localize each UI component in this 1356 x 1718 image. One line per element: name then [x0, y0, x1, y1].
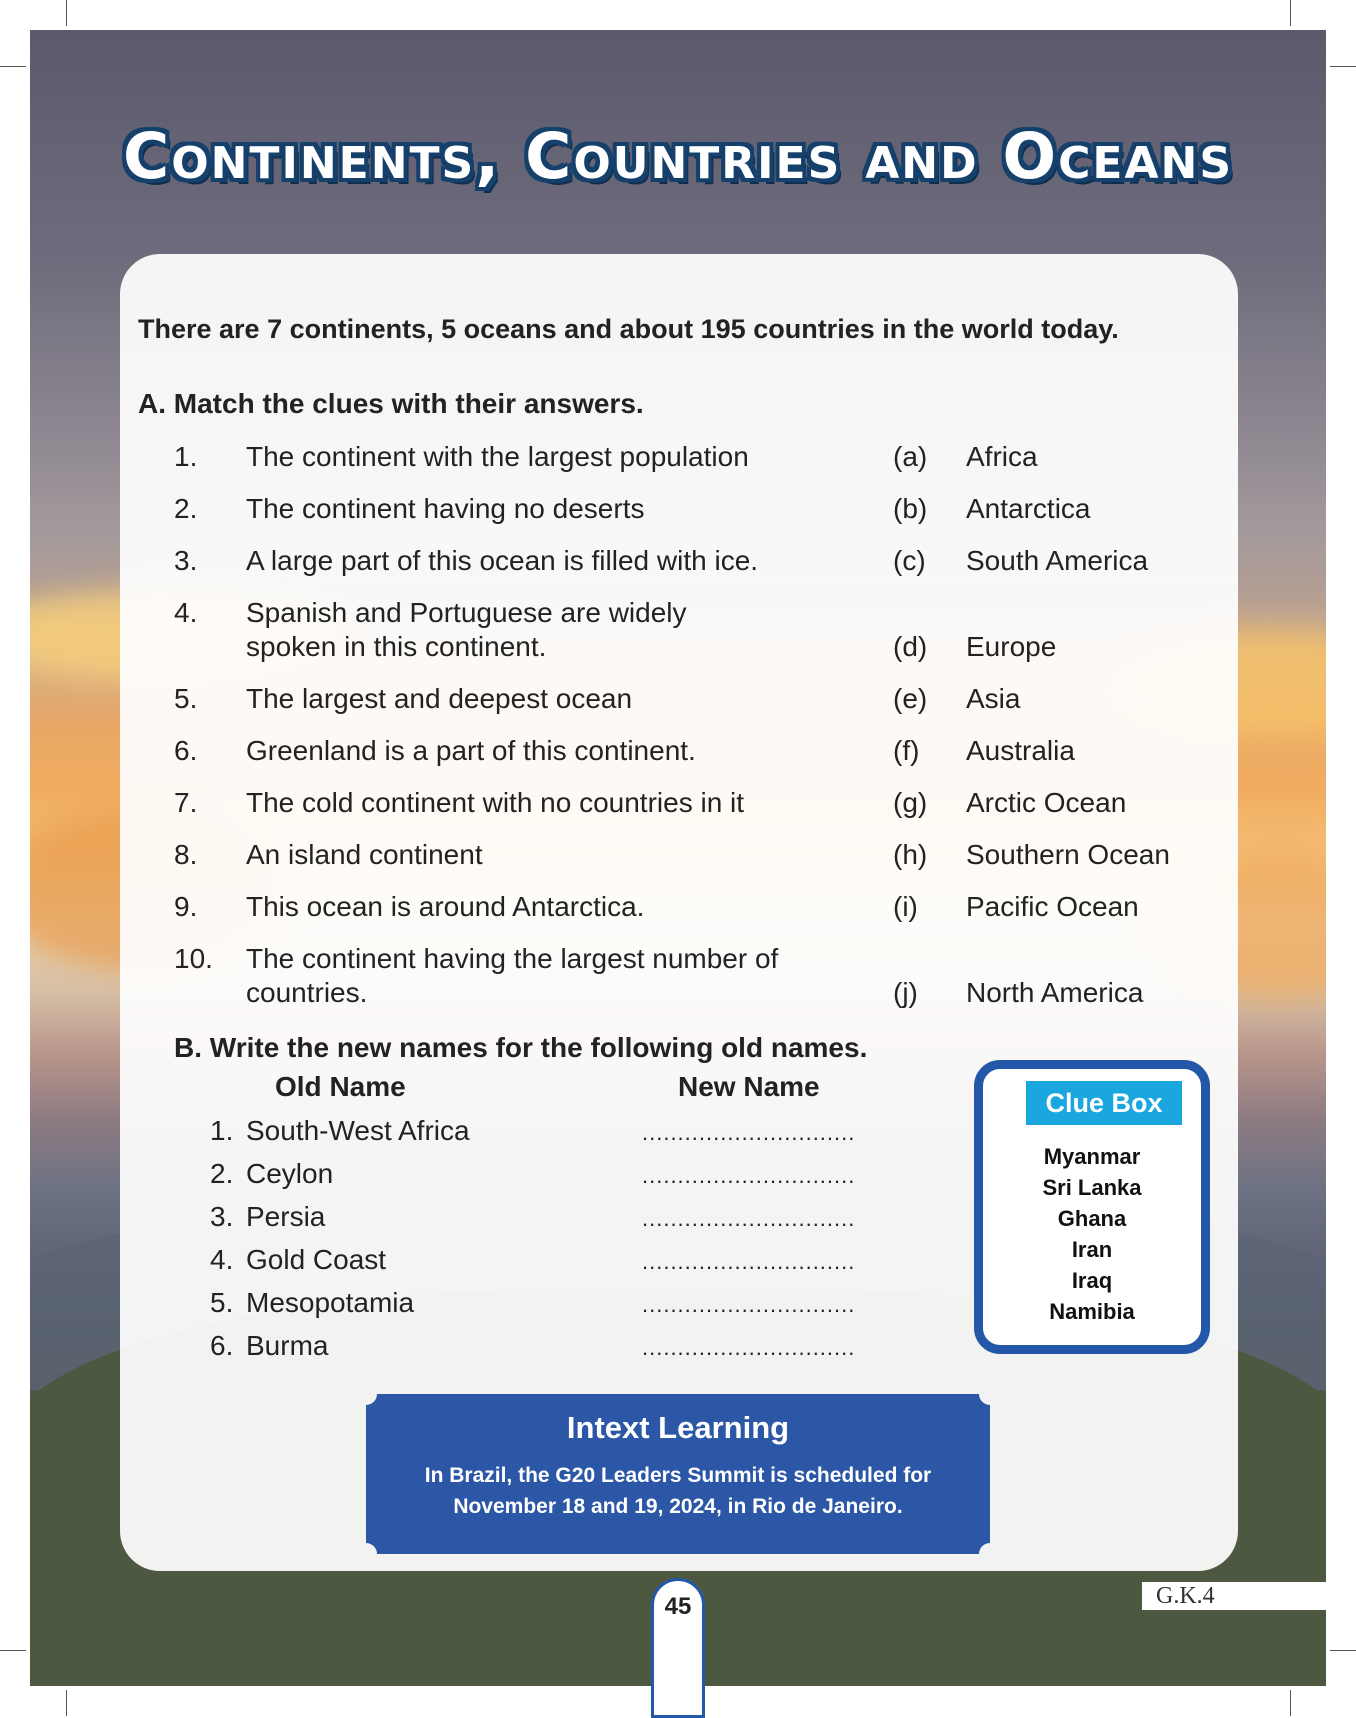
old-name-number: 2. [210, 1158, 234, 1189]
clue-box [974, 1060, 1210, 1354]
clue-text-continued: countries. [246, 977, 368, 1008]
clue-text: A large part of this ocean is filled with ice. [246, 545, 759, 576]
new-name-blank: .............................. [642, 1163, 856, 1188]
new-name-header: New Name [678, 1071, 820, 1102]
new-name-blank: .............................. [642, 1292, 856, 1317]
answer-text: Africa [966, 441, 1038, 472]
clue-box-title: Clue Box [1026, 1081, 1182, 1125]
answer-letter: (b) [893, 493, 928, 524]
clue-text: Greenland is a part of this continent. [246, 735, 696, 766]
clue-number: 8. [174, 839, 198, 870]
clue-text: The largest and deepest ocean [246, 683, 633, 714]
crop-mark [66, 1690, 67, 1716]
new-name-blank: .............................. [642, 1120, 856, 1145]
old-name-number: 1. [210, 1115, 234, 1146]
clue-text: The continent with the largest population [246, 441, 749, 472]
old-name: South-West Africa [246, 1115, 470, 1146]
new-name-blank: .............................. [642, 1335, 856, 1360]
answer-text: Antarctica [966, 493, 1091, 524]
section-a-heading: A. Match the clues with their answers. [138, 388, 644, 419]
old-name-header: Old Name [275, 1071, 406, 1102]
clue-text: This ocean is around Antarctica. [246, 891, 645, 922]
intext-learning-box [366, 1394, 990, 1554]
answer-text: Asia [966, 683, 1021, 714]
clue-number: 5. [174, 683, 198, 714]
clue-number: 9. [174, 891, 198, 922]
new-name-blank: .............................. [642, 1249, 856, 1274]
clue-text: The continent having the largest number of [246, 943, 779, 974]
crop-mark [1330, 1650, 1356, 1651]
clue-text: The continent having no deserts [246, 493, 645, 524]
answer-letter: (d) [893, 631, 928, 662]
intext-line: November 18 and 19, 2024, in Rio de Janeiro. [453, 1495, 903, 1518]
crop-mark [66, 0, 67, 26]
clue-number: 6. [174, 735, 198, 766]
answer-text: South America [966, 545, 1149, 576]
section-b-heading: B. Write the new names for the following old names. [174, 1032, 868, 1063]
old-name: Ceylon [246, 1158, 334, 1189]
old-name-number: 4. [210, 1244, 234, 1275]
crop-mark [0, 66, 26, 67]
clue-item: Sri Lanka [1042, 1175, 1142, 1200]
answer-letter: (h) [893, 839, 928, 870]
clue-number: 2. [174, 493, 198, 524]
clue-text: An island continent [246, 839, 483, 870]
clue-item: Namibia [1049, 1299, 1135, 1324]
answer-letter: (j) [893, 977, 918, 1008]
crop-mark [1290, 1690, 1291, 1716]
clue-item: Myanmar [1043, 1144, 1141, 1169]
old-name-number: 3. [210, 1201, 234, 1232]
clue-text: The cold continent with no countries in it [246, 787, 745, 818]
clue-text-continued: spoken in this continent. [246, 631, 547, 662]
clue-number: 4. [174, 597, 198, 628]
clue-number: 10. [174, 943, 213, 974]
answer-text: Southern Ocean [966, 839, 1170, 870]
answer-letter: (c) [893, 545, 926, 576]
crop-mark [1290, 0, 1291, 26]
old-name-number: 6. [210, 1330, 234, 1361]
old-name: Gold Coast [246, 1244, 387, 1275]
old-name: Mesopotamia [246, 1287, 415, 1318]
answer-letter: (f) [893, 735, 920, 766]
answer-text: Europe [966, 631, 1057, 662]
answer-text: Australia [966, 735, 1075, 766]
book-code: G.K.4 [1142, 1582, 1326, 1610]
clue-text: Spanish and Portuguese are widely [246, 597, 687, 628]
answer-letter: (i) [893, 891, 918, 922]
answer-letter: (a) [893, 441, 928, 472]
answer-text: Pacific Ocean [966, 891, 1139, 922]
clue-box-list [983, 1141, 1201, 1327]
intro-text: There are 7 continents, 5 oceans and about 195 countries in the world today. [138, 314, 1119, 344]
clue-item: Ghana [1057, 1206, 1127, 1231]
answer-text: North America [966, 977, 1144, 1008]
intext-body [366, 1460, 990, 1522]
old-name: Burma [246, 1330, 329, 1361]
crop-mark [1330, 66, 1356, 67]
answer-letter: (e) [893, 683, 928, 714]
intext-title: Intext Learning [566, 1410, 790, 1445]
new-name-blank: .............................. [642, 1206, 856, 1231]
clue-number: 3. [174, 545, 198, 576]
old-name-number: 5. [210, 1287, 234, 1318]
clue-item: Iran [1071, 1237, 1113, 1262]
intext-line: In Brazil, the G20 Leaders Summit is scheduled for [424, 1464, 932, 1487]
page-number: 45 [651, 1578, 705, 1718]
answer-letter: (g) [893, 787, 928, 818]
clue-number: 7. [174, 787, 198, 818]
old-name: Persia [246, 1201, 326, 1232]
page-title: Continents, Countries and Oceans [122, 120, 1234, 193]
clue-item: Iraq [1071, 1268, 1113, 1293]
answer-text: Arctic Ocean [966, 787, 1127, 818]
clue-number: 1. [174, 441, 198, 472]
crop-mark [0, 1650, 26, 1651]
